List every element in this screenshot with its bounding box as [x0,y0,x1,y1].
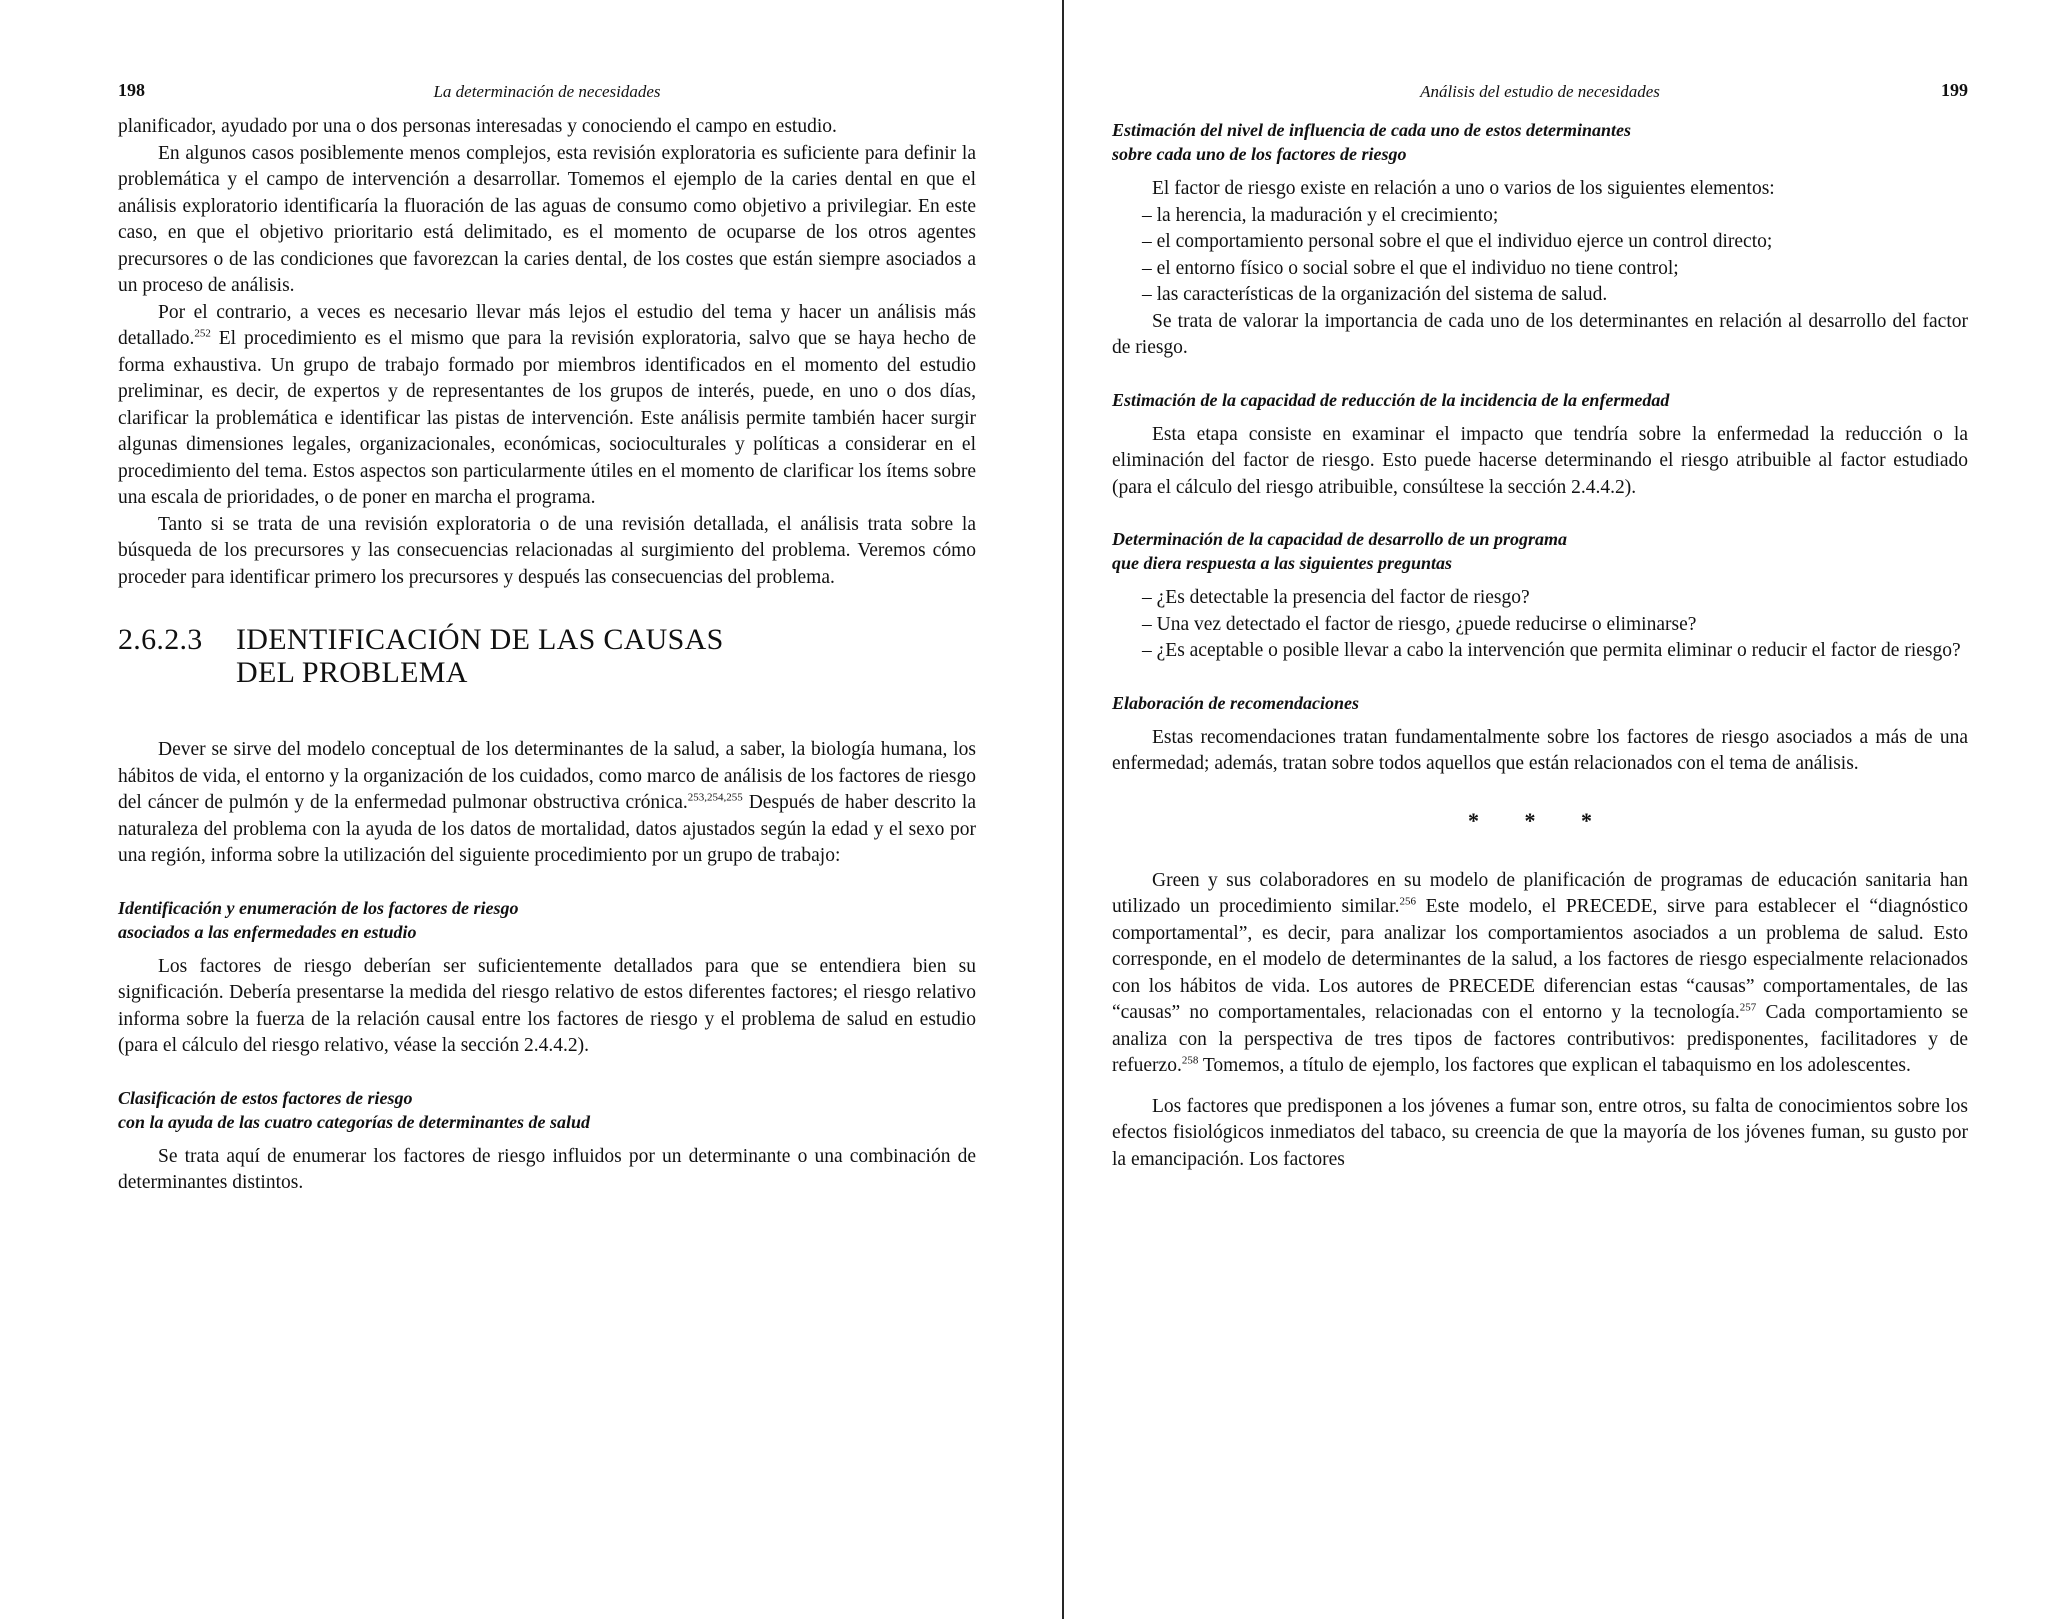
subheading-line: con la ayuda de las cuatro categorías de determinantes de salud [118,1111,590,1132]
left-page [118,80,976,1197]
list-item: – ¿Es detectable la presencia del factor de riesgo? [1142,587,1530,608]
paragraph-text: El procedimiento es el mismo que para la revisión exploratoria, salvo que se haya hecho de forma exhaustiva. Un grupo de trabajo formado por miembros identificados en el momento del estudio preliminar, es decir, de expertos y de representantes de los grupos de interés, puede, en uno o dos días, clarificar la problemática e identificar las pistas de intervención. Este análisis permite también hacer surgir algunas dimensiones legales, organizacionales, económicas, socioculturales y políticas a considerar en el procedimiento del tema. Estos aspectos son particularmente útiles en el momento de clarificar los ítems sobre una escala de prioridades, o de poner en marcha el programa. [118,328,976,508]
running-title: Análisis del estudio de necesidades [1420,82,1660,101]
paragraph-text: Por el contrario, a veces es necesario llevar más lejos el estudio del tema y hacer un análisis más detallado. [118,301,976,349]
subheading-line: Determinación de la capacidad de desarrollo de un programa [1112,529,1567,549]
running-header [118,80,976,114]
section-title [236,623,724,689]
subheading [1112,691,1968,715]
paragraph: planificador, ayudado por una o dos personas interesadas y conociendo el campo en estudio. [118,116,837,137]
paragraph: Los factores que predisponen a los jóvenes a fumar son, entre otros, su falta de conocimientos sobre los efectos fisiológicos inmediatos del tabaco, su creencia de que la mayoría de los jóvenes fuman, su gusto por la emancipación. Los factores [1112,1095,1968,1170]
paragraph: Los factores de riesgo deberían ser suficientemente detallados para que se entendiera bien su significación. Debería presentarse la medida del riesgo relativo de estos diferentes factores; el riesgo relativo informa sobre la fuerza de la relación causal entre los factores de riesgo y el problema de salud en estudio (para el cálculo del riesgo relativo, véase la sección 2.4.4.2). [118,955,976,1056]
dash-list [1112,585,1968,665]
section-heading [118,623,976,689]
subheading-line: asociados a las enfermedades en estudio [118,921,417,942]
page-number: 198 [118,80,145,100]
section-title-line: IDENTIFICACIÓN DE LAS CAUSAS [236,623,724,656]
right-page [1112,80,1968,1173]
section-title-line: DEL PROBLEMA [236,656,468,689]
running-header [1112,80,1968,114]
section-break-stars: * * * [1468,807,1612,833]
list-item: – ¿Es aceptable o posible llevar a cabo la intervención que permita eliminar o reducir el factor de riesgo? [1142,640,1961,661]
subheading [1112,527,1968,575]
subheading [118,1086,976,1134]
list-item: – las características de la organización del sistema de salud. [1142,284,1608,305]
list-item: – Una vez detectado el factor de riesgo, ¿puede reducirse o eliminarse? [1142,613,1697,635]
page-number: 199 [1941,80,1968,100]
paragraph-text: Green y sus colaboradores en su modelo de planificación de programas de educación sanitaria han utilizado un procedimiento similar. [1112,869,1968,917]
footnote-ref: 257 [1739,1001,1757,1014]
paragraph: Esta etapa consiste en examinar el impacto que tendría sobre la enfermedad la reducción o la eliminación del factor de riesgo. Esto puede hacerse determinando el riesgo atribuible al factor estudiado (para el cálculo del riesgo atribuible, consúltese la sección 2.4.4.2). [1112,423,1968,498]
subheading [1112,118,1968,166]
paragraph: Se trata aquí de enumerar los factores de riesgo influidos por un determinante o una combinación de determinantes distintos. [118,1145,976,1193]
subheading-line: sobre cada uno de los factores de riesgo [1112,144,1407,164]
list-item: – la herencia, la maduración y el crecimiento; [1142,204,1499,226]
paragraph-text: Tomemos, a título de ejemplo, los factores que explican el tabaquismo en los adolescentes. [1198,1055,1911,1076]
footnote-ref: 256 [1399,895,1416,908]
subheading-line: Elaboración de recomendaciones [1112,692,1359,713]
running-title: La determinación de necesidades [433,82,661,101]
subheading-line: Estimación del nivel de influencia de cada uno de estos determinantes [1112,120,1631,140]
paragraph [118,300,976,512]
subheading [1112,388,1968,412]
paragraph [1112,868,1968,1080]
footnote-ref: 253,254,255 [687,791,743,804]
paragraph [118,737,976,870]
page-gutter [1062,0,1064,1619]
subheading-line: Clasificación de estos factores de riesgo [118,1087,413,1108]
footnote-ref: 252 [194,327,211,340]
paragraph: Estas recomendaciones tratan fundamentalmente sobre los factores de riesgo asociados a más de una enfermedad; además, tratan sobre todos aquellos que están relacionados con el tema de análisis. [1112,726,1968,774]
paragraph-text: Este modelo, el PRECEDE, sirve para establecer el “diagnóstico comportamental”, es decir, para analizar los comportamientos asociados a un problema de salud. Esto corresponde, en el modelo de determinantes de la salud, a los factores de riesgo especialmente relacionados con los hábitos de vida. Los autores de PRECEDE diferencian estas “causas” comportamentales, de las “causas” no comportamentales, relacionadas con el entorno y la tecnología. [1112,896,1968,1023]
section-number: 2.6.2.3 [118,623,203,656]
paragraph-text: Dever se sirve del modelo conceptual de los determinantes de la salud, a saber, la biología humana, los hábitos de vida, el entorno y la organización de los cuidados, como marco de análisis de los factores de riesgo del cáncer de pulmón y de la enfermedad pulmonar obstructiva crónica. [118,739,976,813]
paragraph-text: Cada comportamiento se analiza con la perspectiva de tres tipos de factores contributivos: predisponentes, facilitadores y de refuerzo. [1112,1002,1969,1076]
subheading-line: Identificación y enumeración de los factores de riesgo [118,897,519,918]
paragraph: Tanto si se trata de una revisión exploratoria o de una revisión detallada, el análisis trata sobre la búsqueda de los precursores y las consecuencias relacionadas al surgimiento del problema. Veremos cómo proceder para identificar primero los precursores y después las consecuencias del problema. [118,513,976,588]
dash-list [1112,203,1968,309]
subheading [118,896,976,944]
list-item: – el entorno físico o social sobre el que el individuo no tiene control; [1142,257,1679,279]
subheading-line: Estimación de la capacidad de reducción de la incidencia de la enfermedad [1112,389,1670,410]
footnote-ref: 258 [1181,1054,1199,1067]
subheading-line: que diera respuesta a las siguientes preguntas [1112,553,1453,573]
list-item: – el comportamiento personal sobre el que el individuo ejerce un control directo; [1142,231,1773,252]
paragraph: En algunos casos posiblemente menos complejos, esta revisión exploratoria es suficiente para definir la problemática y el campo de intervención a desarrollar. Tomemos el ejemplo de la caries dental en que el análisis exploratorio identificaría la fluoración de las aguas de consumo como objetivo a privilegiar. En este caso, en que el objetivo prioritario está delimitado, es el momento de ocuparse de los otros agentes precursores o de las condiciones que favorezcan la caries dental, de los costes que están siempre asociados a un proceso de análisis. [118,142,976,296]
paragraph: Se trata de valorar la importancia de cada uno de los determinantes en relación al desarrollo del factor de riesgo. [1112,310,1968,358]
paragraph-text: Después de haber descrito la naturaleza del problema con la ayuda de los datos de mortalidad, datos ajustados según la edad y el sexo por una región, informa sobre la utilización del siguiente procedimiento por un grupo de trabajo: [118,792,976,866]
paragraph: El factor de riesgo existe en relación a uno o varios de los siguientes elementos: [1152,178,1775,199]
